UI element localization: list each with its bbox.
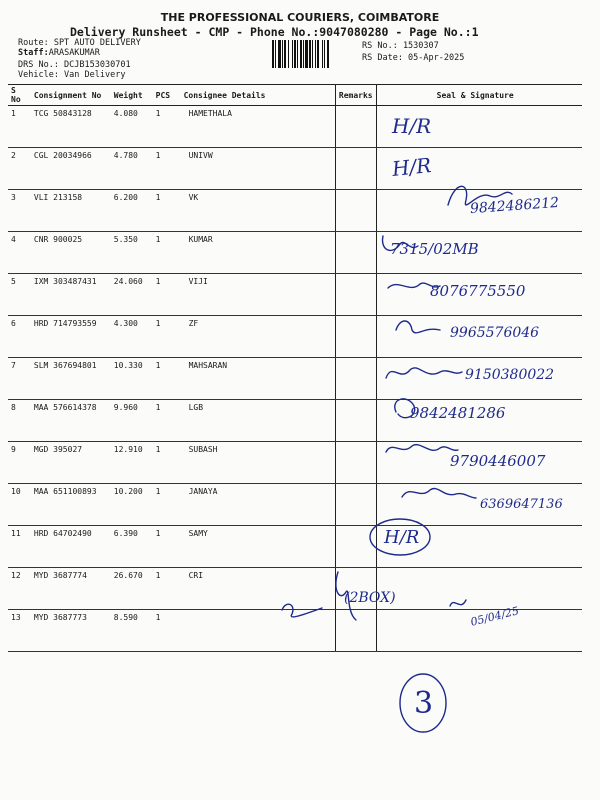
cell-sno: 6 [8,316,31,358]
cell-sno: 12 [8,568,31,610]
col-header-sno: S No [8,85,31,106]
cell-consignment: VLI 213158 [31,190,111,232]
barcode-bar [327,40,329,68]
barcode-bar [275,40,276,68]
barcode-bar [297,40,298,68]
cell-pcs: 1 [153,484,181,526]
barcode-bar [312,40,313,68]
cell-weight: 26.670 [111,568,153,610]
cell-weight: 6.390 [111,526,153,568]
table-row [8,106,582,148]
barcode-bar [278,40,281,68]
cell-consignee: VK [181,190,336,232]
barcode-bar [315,40,316,68]
cell-pcs: 1 [153,358,181,400]
cell-consignment: CGL 20034966 [31,148,111,190]
cell-consignment: IXM 303487431 [31,274,111,316]
cell-remarks [335,442,376,484]
vehicle-info: Vehicle: Van Delivery [18,70,126,80]
rs-number: RS No.: 1530307 [362,41,439,51]
cell-pcs: 1 [153,316,181,358]
barcode-bar [272,40,274,68]
cell-weight: 4.300 [111,316,153,358]
col-header-signature: Seal & Signature [376,85,582,106]
barcode-bar [292,40,293,68]
cell-remarks [335,484,376,526]
cell-consignment: HRD 64702490 [31,526,111,568]
handwritten-code-4: 7315/02MB [390,240,479,258]
cell-pcs: 1 [153,610,181,652]
cell-consignment: SLM 367694801 [31,358,111,400]
cell-remarks [335,148,376,190]
cell-weight: 9.960 [111,400,153,442]
col-header-pcs: PCS [153,85,181,106]
cell-consignment: CNR 900025 [31,232,111,274]
cell-sno: 10 [8,484,31,526]
cell-weight: 4.080 [111,106,153,148]
cell-remarks [335,610,376,652]
cell-sno: 3 [8,190,31,232]
cell-remarks [335,526,376,568]
cell-consignment: MAA 651100893 [31,484,111,526]
barcode-bar [305,40,308,68]
barcode-bar [288,40,289,68]
cell-consignee: SUBASH [181,442,336,484]
runsheet-subtitle: Delivery Runsheet - CMP - Phone No.:9047080280 - Page No.:1 [70,25,479,39]
cell-consignee: JANAYA [181,484,336,526]
barcode-bar [322,40,323,68]
handwritten-phone-3: 9842486212 [469,194,560,218]
cell-remarks [335,400,376,442]
cell-signature [376,568,582,610]
cell-consignment: MYD 3687774 [31,568,111,610]
cell-consignee: HAMETHALA [181,106,336,148]
cell-consignment: MAA 576614378 [31,400,111,442]
cell-pcs: 1 [153,442,181,484]
handwritten-hr-11: H/R [384,527,420,548]
cell-remarks [335,106,376,148]
table-header-row [8,85,582,106]
cell-pcs: 1 [153,274,181,316]
cell-pcs: 1 [153,106,181,148]
barcode-bar [294,40,296,68]
cell-pcs: 1 [153,526,181,568]
cell-weight: 10.330 [111,358,153,400]
table-row [8,526,582,568]
cell-remarks [335,274,376,316]
cell-consignee: CRI [181,568,336,610]
staff-name: ARASAKUMAR [48,48,100,58]
cell-sno: 7 [8,358,31,400]
company-title: THE PROFESSIONAL COURIERS, COIMBATORE [160,11,440,24]
cell-sno: 8 [8,400,31,442]
rs-date: RS Date: 05-Apr-2025 [362,53,465,63]
cell-sno: 11 [8,526,31,568]
cell-sno: 13 [8,610,31,652]
table-row [8,148,582,190]
handwritten-phone-5: 8076775550 [430,282,526,300]
handwritten-hr-1: H/R [392,114,432,138]
handwritten-phone-10: 6369647136 [480,497,563,512]
cell-pcs: 1 [153,568,181,610]
staff-label: Staff: [18,48,49,58]
cell-weight: 5.350 [111,232,153,274]
cell-weight: 4.780 [111,148,153,190]
cell-remarks [335,190,376,232]
cell-pcs: 1 [153,148,181,190]
barcode-bar [303,40,304,68]
col-header-consignment: Consignment No [31,85,111,106]
cell-weight: 12.910 [111,442,153,484]
cell-weight: 24.060 [111,274,153,316]
cell-pcs: 1 [153,190,181,232]
handwritten-page-total: 3 [414,686,434,721]
handwritten-phone-6: 9965576046 [450,325,540,341]
col-header-consignee: Consignee Details [181,85,336,106]
handwritten-hr-2: H/R [390,153,433,181]
cell-consignee: SAMY [181,526,336,568]
col-header-remarks: Remarks [335,85,376,106]
cell-sno: 5 [8,274,31,316]
staff-info [18,48,100,58]
cell-consignment: HRD 714793559 [31,316,111,358]
cell-consignment: MGD 395027 [31,442,111,484]
cell-sno: 2 [8,148,31,190]
barcode-bar [324,40,325,68]
handwritten-phone-8: 9842481286 [410,404,506,422]
cell-sno: 4 [8,232,31,274]
handwritten-phone-9: 9790446007 [450,452,546,470]
cell-remarks [335,316,376,358]
barcode-bar [284,40,286,68]
cell-sno: 1 [8,106,31,148]
drs-number: DRS No.: DCJB153030701 [18,60,131,70]
cell-consignee: LGB [181,400,336,442]
cell-consignee: KUMAR [181,232,336,274]
cell-weight: 6.200 [111,190,153,232]
handwritten-date: 05/04/25 [469,604,521,629]
cell-pcs: 1 [153,400,181,442]
col-header-weight: Weight [111,85,153,106]
barcode-bar [282,40,283,68]
cell-consignee [181,610,336,652]
cell-consignee: VIJI [181,274,336,316]
cell-consignee: UNIVW [181,148,336,190]
cell-weight: 8.590 [111,610,153,652]
cell-pcs: 1 [153,232,181,274]
cell-consignee: MAHSARAN [181,358,336,400]
barcode-bar [317,40,319,68]
cell-consignment: TCG 50843128 [31,106,111,148]
barcode-bar [309,40,311,68]
barcode-bar [300,40,302,68]
handwritten-phone-7: 9150380022 [465,367,555,383]
table-row [8,568,582,610]
cell-consignee: ZF [181,316,336,358]
route-info: Route: SPT AUTO DELIVERY [18,38,141,48]
cell-weight: 10.200 [111,484,153,526]
cell-sno: 9 [8,442,31,484]
cell-remarks [335,232,376,274]
table-row [8,232,582,274]
cell-consignment: MYD 3687773 [31,610,111,652]
barcode-image [272,40,356,68]
handwritten-box-count: (2BOX) [344,590,396,606]
cell-remarks [335,358,376,400]
